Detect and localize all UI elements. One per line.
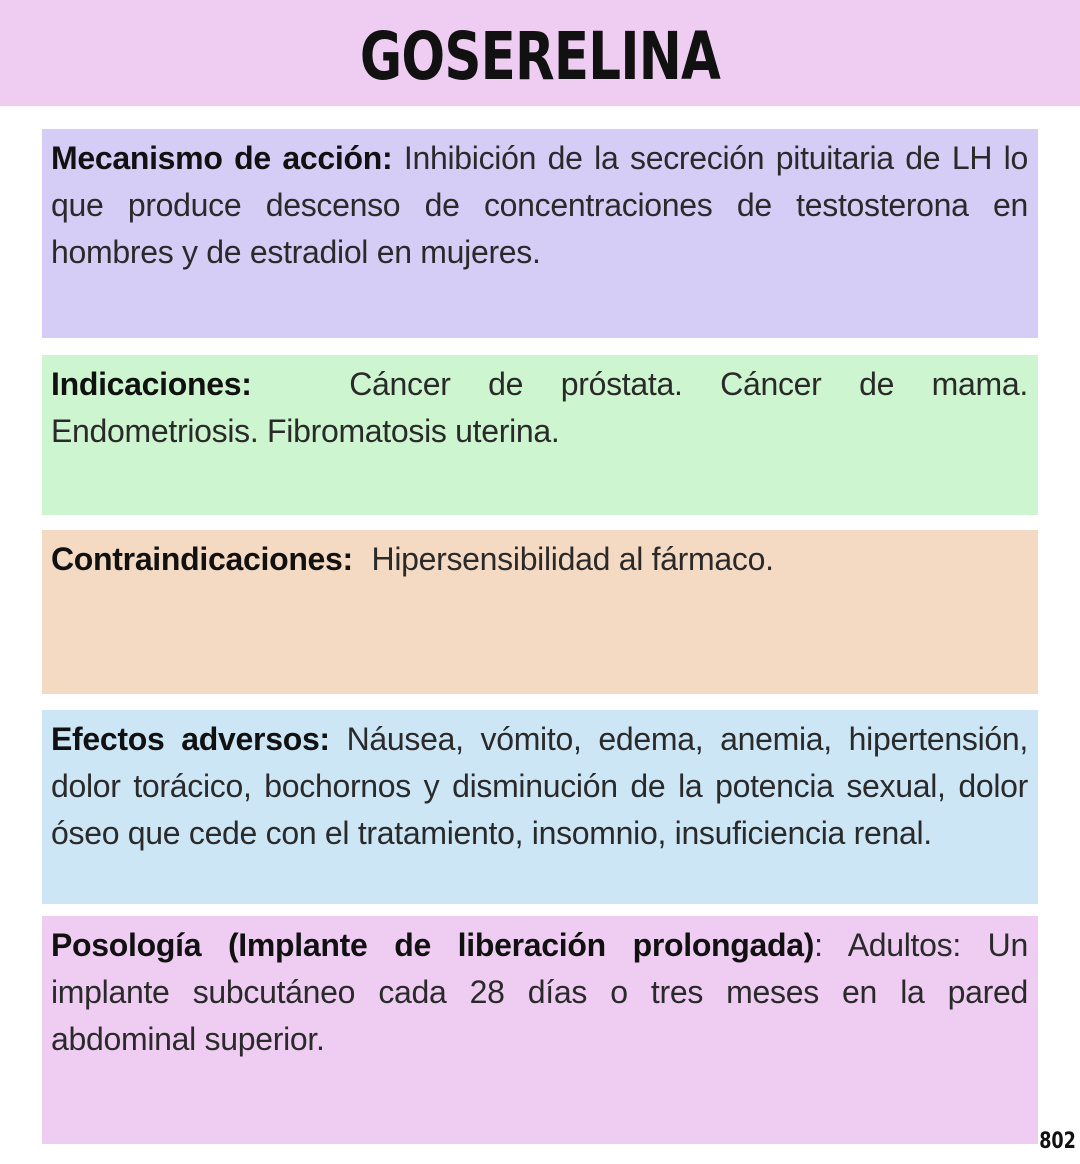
section-heading-indicaciones: Indicaciones: (51, 366, 252, 402)
section-heading-contraindicaciones: Contraindicaciones: (51, 541, 353, 577)
section-text-efectos-adversos: Náusea, vómito, edema, anemia, hipertensión, dolor torácico, bochornos y disminución de la potencia sexual, dolor óseo que cede con el tratamiento, insomnio, insuficiencia renal. (51, 721, 1028, 851)
page-title: GOSERELINA (359, 18, 721, 95)
section-heading-efectos-adversos: Efectos adversos: (51, 721, 330, 757)
section-heading-mecanismo: Mecanismo de acción: (51, 140, 393, 176)
section-text-contraindicaciones: Hipersensibilidad al fármaco. (371, 541, 774, 577)
section-posologia (42, 916, 1038, 1144)
section-efectos-adversos (42, 710, 1038, 904)
title-banner (0, 0, 1080, 106)
section-text-posologia: : Adultos: Un implante subcutáneo cada 28 días o tres meses en la pared abdominal superior. (51, 927, 1028, 1057)
page-number: 802 (1039, 1129, 1076, 1154)
section-text-mecanismo: Inhibición de la secreción pituitaria de LH lo que produce descenso de concentraciones de testosterona en hombres y de estradiol en mujeres. (51, 140, 1028, 270)
section-heading-posologia: Posología (Implante de liberación prolongada) (51, 927, 815, 963)
section-mecanismo (42, 129, 1038, 338)
section-contraindicaciones (42, 530, 1038, 694)
section-indicaciones (42, 355, 1038, 515)
section-text-indicaciones: Cáncer de próstata. Cáncer de mama. Endometriosis. Fibromatosis uterina. (51, 366, 1028, 449)
